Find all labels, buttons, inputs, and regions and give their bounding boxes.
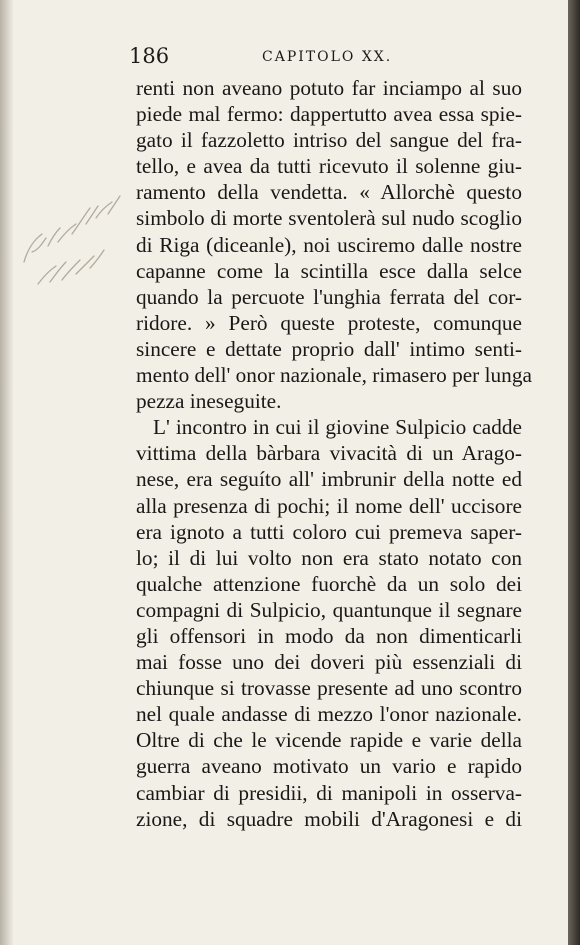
text-line: tello, e avea da tutti ricevuto il solenne giu- — [136, 154, 522, 179]
text-line: nel quale andasse di mezzo l'onor nazionale. — [136, 702, 522, 727]
text-line: piede mal fermo: dappertutto avea essa spie- — [136, 102, 522, 127]
text-line: pezza ineseguite. — [136, 389, 282, 414]
text-line: simbolo di morte sventolerà sul nudo scoglio — [136, 206, 522, 231]
page-header — [129, 44, 529, 70]
text-line: nese, era seguíto all' imbrunir della notte ed — [136, 467, 522, 492]
text-line: mento dell' onor nazionale, rimasero per lunga — [136, 363, 532, 388]
text-line: cambiar di presidii, di manipoli in osserva- — [136, 780, 522, 805]
handwritten-marginalia — [20, 188, 130, 298]
text-line: capanne come la scintilla esce dalla selce — [136, 258, 522, 283]
book-edge — [568, 0, 580, 945]
text-line: ridore. » Però queste proteste, comunque — [136, 310, 522, 335]
text-line: quando la percuote l'unghia ferrata del cor- — [136, 284, 522, 309]
text-line: Oltre di che le vicende rapide e varie della — [136, 728, 522, 753]
text-line: gli offensori in modo da non dimenticarli — [136, 623, 522, 648]
text-line: alla presenza di pochi; il nome dell' uccisore — [136, 493, 522, 518]
text-line: renti non aveano potuto far inciampo al suo — [136, 76, 522, 100]
text-line: mai fosse uno dei doveri più essenziali di — [136, 650, 522, 675]
text-line: gato il fazzoletto intriso del sangue del fra- — [136, 128, 522, 153]
page-number: 186 — [129, 44, 170, 68]
text-line: lo; il di lui volto non era stato notato con — [136, 545, 522, 570]
text-line: sincere e dettate proprio dall' intimo senti- — [136, 336, 522, 361]
text-line: di Riga (diceanle), noi usciremo dalle nostre — [136, 232, 522, 257]
text-line: vittima della bàrbara vivacità di un Arago- — [136, 441, 522, 466]
text-line: guerra aveano motivato un vario e rapido — [136, 754, 522, 779]
text-line: era ignoto a tutti coloro cui premeva saper- — [136, 519, 522, 544]
text-line: compagni di Sulpicio, quantunque il segnare — [136, 597, 522, 622]
text-line: chiunque si trovasse presente ad uno scontro — [136, 676, 522, 701]
body-text — [136, 75, 532, 832]
text-line: L' incontro in cui il giovine Sulpicio cadde — [153, 415, 522, 440]
running-head: CAPITOLO XX. — [262, 49, 393, 65]
text-line: qualche attenzione fuorchè da un solo dei — [136, 571, 522, 596]
text-line: zione, di squadre mobili d'Aragonesi e di — [136, 806, 522, 831]
text-line: ramento della vendetta. « Allorchè questo — [136, 180, 522, 205]
